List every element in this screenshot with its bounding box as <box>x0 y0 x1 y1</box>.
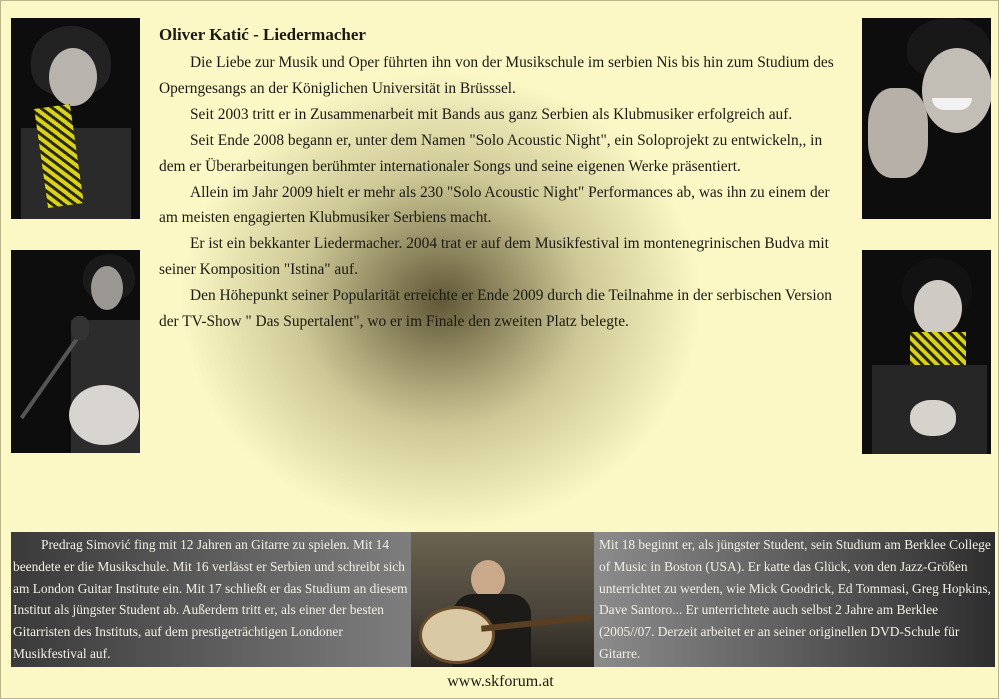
website-link[interactable]: www.skforum.at <box>447 673 554 690</box>
photo-top-left <box>11 18 140 219</box>
photo-bottom-right <box>862 250 991 454</box>
bio-paragraph: Er ist ein bekkanter Liedermacher. 2004 trat er auf dem Musikfestival im montenegrinischen Budva mit seiner Komposition "Istina" auf. <box>159 235 829 279</box>
band-right-paragraph: Mit 18 beginnt er, als jüngster Student, sein Studium am Berklee College of Music in Boston (USA). Er katte das Glück, von den Jazz-Größen unterrichtet zu werden, wie Mick Goodrick, Ed Tommasi, Greg Hopkins, Dave Santoro... Er unterrichtete auch selbst 2 Jahre am Berklee (2005//07. Derzeit arbeitet er an seiner originellen DVD-Schule für Gitarre. <box>599 537 991 661</box>
biography-text <box>159 50 839 335</box>
bio-paragraph: Die Liebe zur Musik und Oper führten ihn von der Musikschule im serbien Nis bis hin zum Studium des Operngesangs an der Königlichen Universität in Brüsssel. <box>159 54 834 97</box>
bio-paragraph: Allein im Jahr 2009 hielt er mehr als 230 "Solo Acoustic Night" Performances ab, was ihn zu einem der am meisten engagierten Klubmusiker Serbiens macht. <box>159 183 830 227</box>
guitarist-photo <box>411 532 594 667</box>
photo-top-right <box>862 18 991 219</box>
bio-paragraph: Den Höhepunkt seiner Popularität erreichte er Ende 2009 durch die Teilnahme in der serbischen Version der TV-Show " Das Supertalent", wo er im Finale den zweiten Platz belegte. <box>159 287 832 331</box>
band-left-paragraph: Predrag Simović fing mit 12 Jahren an Gitarre zu spielen. Mit 14 beendete er die Musikschule. Mit 16 verlässt er Serbien und schreibt sich am London Guitar Institute ein. Mit 17 schließt er das Studium an diesem Institut als jüngster Student ab. Außerdem tritt er, als einer der besten Gitarristen des Instituts, auf dem prestigeträchtigen Londoner Musikfestival auf. <box>13 537 408 661</box>
photo-bottom-left <box>11 250 140 453</box>
band-right-text <box>599 534 991 665</box>
bio-paragraph: Seit 2003 tritt er in Zusammenarbeit mit Bands aus ganz Serbien als Klubmusiker erfolgreich auf. <box>190 105 793 123</box>
band-left-text <box>13 534 411 665</box>
page-title: Oliver Katić - Liedermacher <box>159 25 366 44</box>
bio-paragraph: Seit Ende 2008 begann er, unter dem Namen "Solo Acoustic Night", ein Soloprojekt zu entwickeln,, in dem er Überarbeitungen berühmter internationaler Songs und seine eigenen Werke präsentiert. <box>159 131 823 175</box>
